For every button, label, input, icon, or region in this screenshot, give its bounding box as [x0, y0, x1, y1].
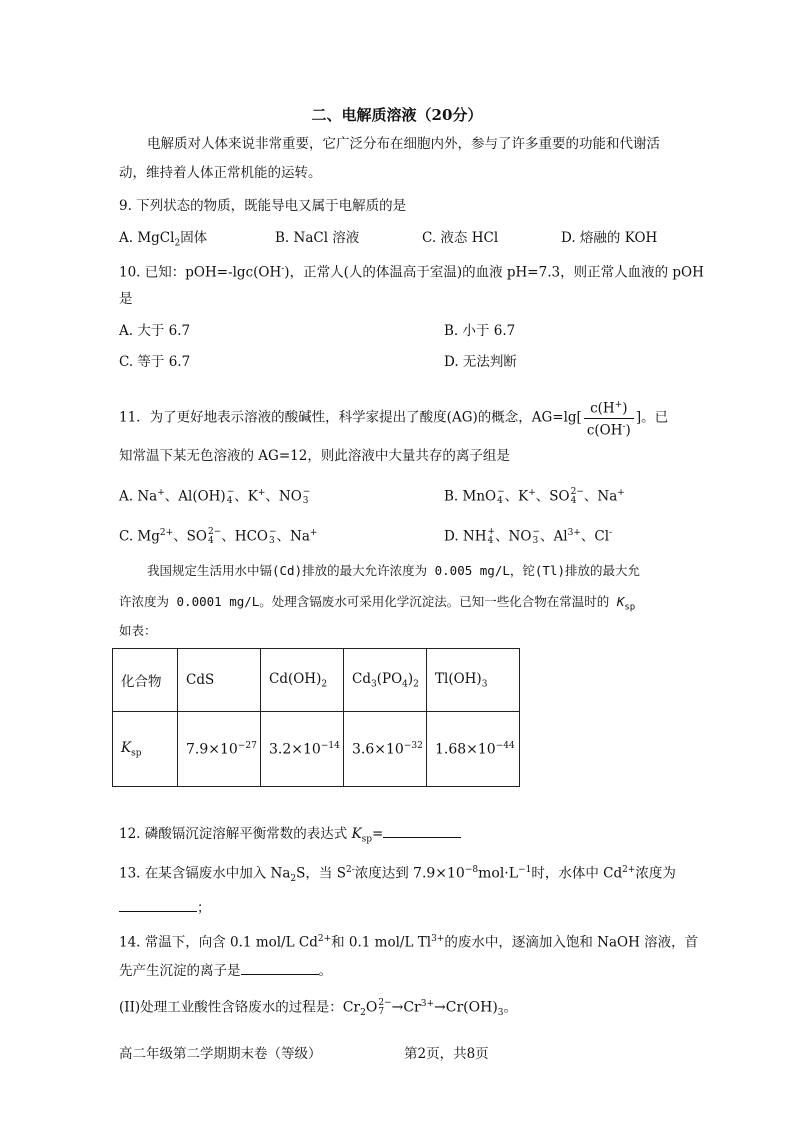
- passage-line-2: 许浓度为 0.0001 mg/L。处理含镉废水可采用化学沉淀法。已知一些化合物在常温时的 $K_{sp}$: [119, 594, 636, 613]
- q9-option-a: A. MgCl$_2$固体: [119, 230, 208, 249]
- ksp-header-tloh3: $Tl(OH)_3$: [427, 649, 520, 712]
- q14-line-2: 先产生沉淀的离子是 。: [119, 960, 332, 981]
- ksp-header-cdoh2: $Cd(OH)_2$: [261, 649, 344, 712]
- ag-fraction: $\frac{c(H^+)}{c(OH^-)}$: [584, 397, 634, 439]
- ksp-value-cd3po42: $3.6\times 10^{-32}$: [344, 712, 427, 787]
- ksp-value-tloh3: $1.68\times 10^{-44}$: [427, 712, 520, 787]
- q9-option-c: C. 液态 HCl: [422, 230, 499, 246]
- q10-option-c: C. 等于 6.7: [119, 354, 191, 370]
- ksp-header-cd3po42: $Cd_3(PO_4)_2$: [344, 649, 427, 712]
- q11-option-c: C. $Mg^{2+}$、SO 2− 4 、HCO − 3 、Na+: [119, 527, 318, 546]
- reaction-arrow-1: →: [391, 999, 404, 1016]
- passage-line-3: 如表：: [119, 623, 157, 638]
- q14: 14. 常温下，向含 0.1 mol/L $Cd^{2+}$和 0.1 mol/L $Tl^{3+}$的废水中，逐滴加入饱和 NaOH 溶液，首: [119, 934, 699, 951]
- q13: 13. 在某含镉废水中加入 $Na_2S$，当 $S^{2-}$浓度达到 $7.9\times 10^{-8}mol\cdot L^{-1}$时，水体中 $Cd^{2+}$浓度为: [119, 865, 676, 885]
- footer-page-number: 第2页，共8页: [404, 1046, 489, 1062]
- ksp-table: [112, 648, 520, 787]
- q13-answer-blank[interactable]: [119, 897, 197, 912]
- ksp-header-compound: 化合物: [113, 649, 178, 712]
- q10-stem-2: 是: [119, 291, 133, 307]
- q11-option-b: B. MnO − 4 、K+、SO 2− 4 、Na+: [444, 487, 625, 506]
- q12: 12. 磷酸镉沉淀溶解平衡常数的表达式 $K_{sp}=$: [119, 823, 461, 850]
- footer-exam-title: 高二年级第二学期期末卷（等级）: [119, 1046, 322, 1062]
- q10-option-d: D. 无法判断: [444, 354, 517, 370]
- q11-stem: 11．为了更好地表示溶液的酸碱性，科学家提出了酸度(AG)的概念，AG=lg[ $\frac{c(H^+)}{c(OH^-)}$ ]。已: [119, 397, 668, 439]
- q9-stem: 9. 下列状态的物质，既能导电又属于电解质的是: [119, 198, 407, 214]
- q14-answer-blank[interactable]: [241, 960, 319, 975]
- q13-line-2: ；: [119, 897, 211, 918]
- q11-stem-2: 知常温下某无色溶液的 AG=12，则此溶液中大量共存的离子组是: [119, 448, 510, 464]
- reaction-arrow-2: →: [434, 999, 446, 1016]
- q9-option-d: D. 熔融的 KOH: [561, 230, 658, 246]
- ksp-table-value-row: [113, 712, 520, 787]
- q11-option-d: D. NH + 4 、NO − 3 、$Al^{3+}$、Cl-: [444, 527, 613, 546]
- q9-option-b: B. NaCl 溶液: [275, 230, 360, 246]
- part-ii: (II)处理工业酸性含铬废水的过程是：$Cr_2O$ 2− 7 $\to Cr^{3+}\to Cr(OH)_3$。: [119, 998, 518, 1019]
- section-title: 二、电解质溶液（20分）: [311, 106, 483, 124]
- q12-answer-blank[interactable]: [383, 823, 461, 838]
- q10-option-a: A. 大于 6.7: [119, 323, 191, 339]
- ksp-row-label: $K_{sp}$: [113, 712, 178, 787]
- q10-stem: 10. 已知：pOH=-lgc(OH-)，正常人(人的体温高于室温)的血液 pH=7.3，则正常人血液的 pOH: [119, 264, 704, 281]
- q11-option-a: A. Na+、Al(OH) − 4 、K+、NO − 3: [119, 487, 311, 506]
- intro-line-1: 电解质对人体来说非常重要，它广泛分布在细胞内外，参与了许多重要的功能和代谢活: [147, 136, 660, 152]
- intro-line-2: 动，维持着人体正常机能的运转。: [119, 165, 322, 181]
- ksp-table-header-row: [113, 649, 520, 712]
- ksp-header-cds: CdS: [178, 649, 261, 712]
- passage-line-1: 我国规定生活用水中镉(Cd)排放的最大允许浓度为 0.005 mg/L，铊(Tl)排放的最大允: [147, 563, 640, 578]
- q10-option-b: B. 小于 6.7: [444, 323, 516, 339]
- ksp-value-cdoh2: $3.2\times 10^{-14}$: [261, 712, 344, 787]
- ksp-value-cds: $7.9\times 10^{-27}$: [178, 712, 261, 787]
